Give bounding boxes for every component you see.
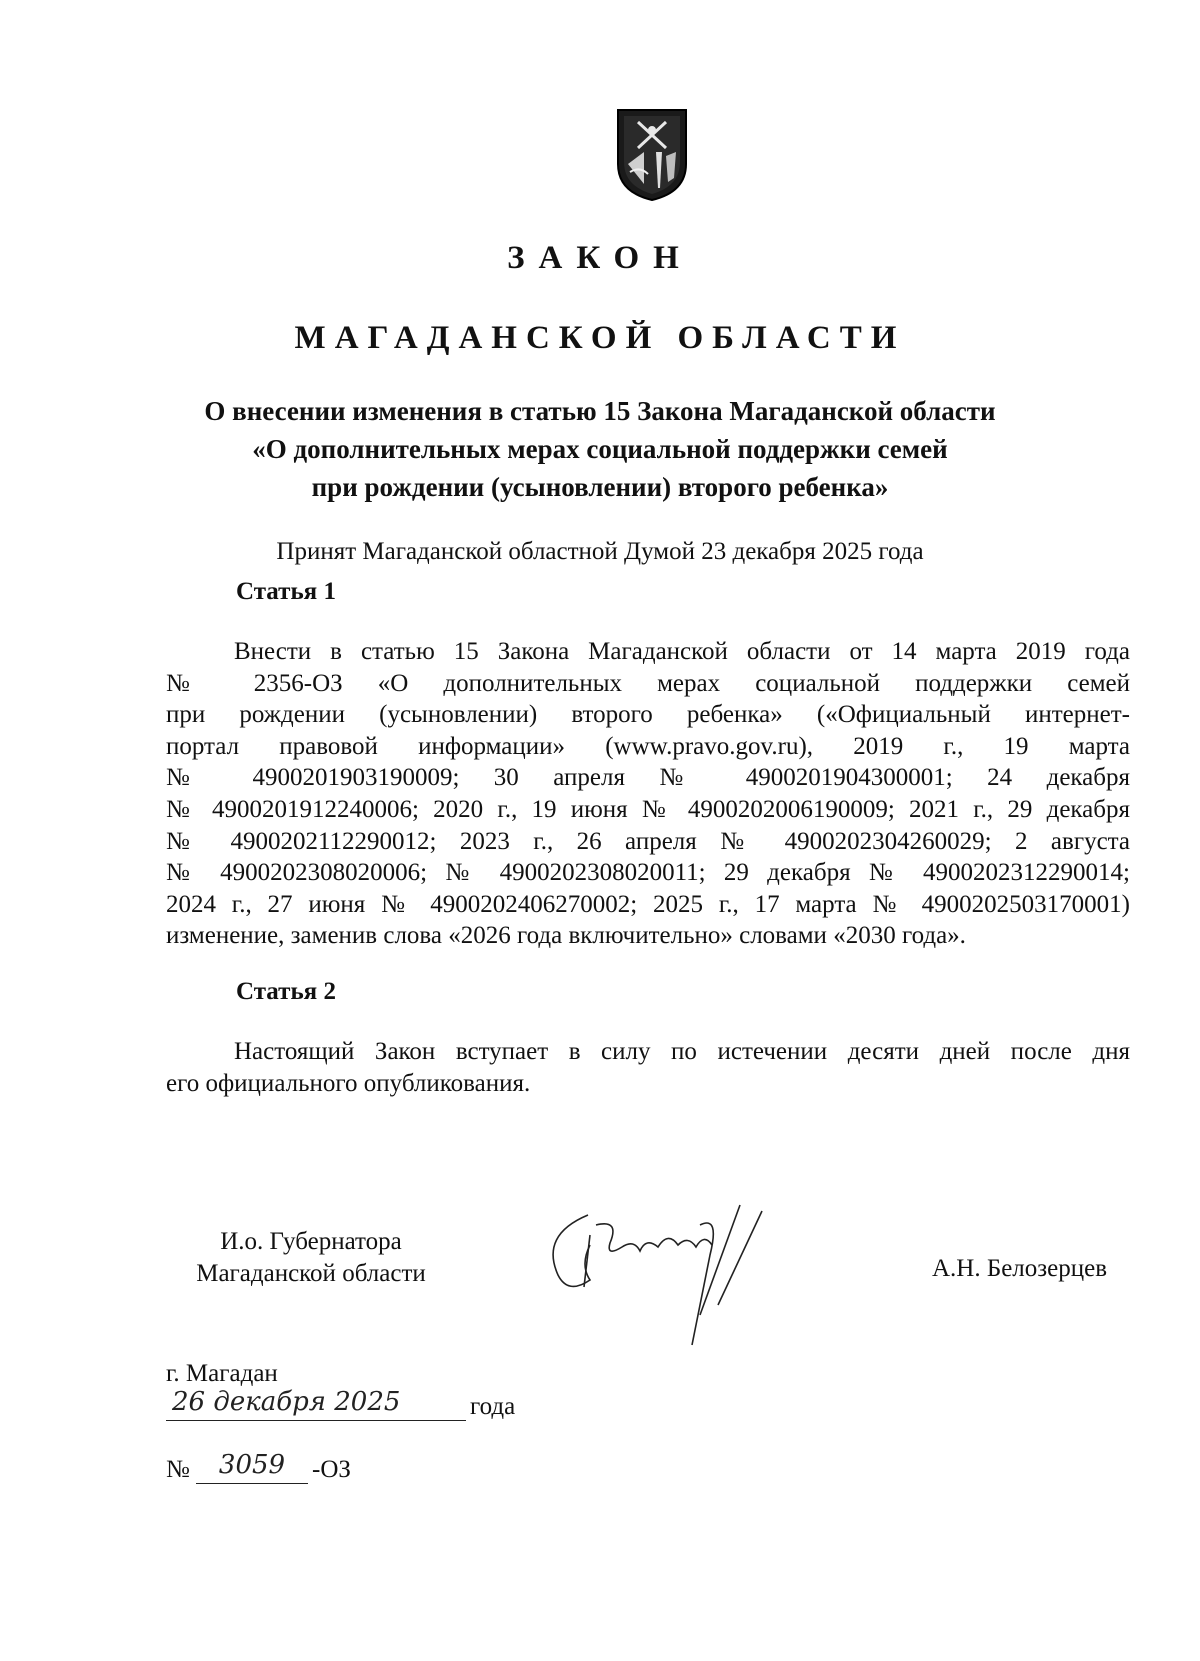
article-2-title: Статья 2 bbox=[236, 978, 336, 1005]
law-number bbox=[166, 1450, 426, 1492]
text-line: при рождении (усыновлении) второго ребенка» («Официальный интернет- bbox=[166, 701, 1130, 729]
signatory-position bbox=[166, 1226, 456, 1290]
text-line: Внести в статью 15 Закона Магаданской области от 14 марта 2019 года bbox=[234, 638, 1130, 665]
handwritten-date: 26 декабря 2025 bbox=[166, 1387, 466, 1421]
position-line: И.о. Губернатора bbox=[220, 1228, 402, 1255]
article-1-text bbox=[166, 636, 1130, 952]
number-suffix: -ОЗ bbox=[312, 1456, 351, 1483]
position-line: Магаданской области bbox=[196, 1260, 426, 1287]
text-line: № 4900202112290012; 2023 г., 26 апреля № 4900202304260029; 2 августа bbox=[166, 827, 1130, 855]
text-line: Настоящий Закон вступает в силу по истечении десяти дней после дня bbox=[234, 1038, 1130, 1065]
text-line: № 4900201912240006; 2020 г., 19 июня № 4900202006190009; 2021 г., 29 декабря bbox=[166, 795, 1130, 823]
text-line: № 4900202308020006; № 4900202308020011; 29 декабря № 4900202312290014; bbox=[166, 859, 1130, 887]
place: г. Магадан bbox=[166, 1360, 278, 1387]
text-line: № 4900201903190009; 30 апреля № 4900201904300001; 24 декабря bbox=[166, 764, 1130, 792]
coat-of-arms-icon bbox=[614, 108, 690, 202]
law-heading bbox=[100, 392, 1100, 506]
handwritten-signature bbox=[550, 1195, 810, 1360]
heading-line: при рождении (усыновлении) второго ребенка» bbox=[311, 472, 889, 502]
signing-date bbox=[166, 1387, 546, 1429]
text-line: портал правовой информации» (www.pravo.gov.ru), 2019 г., 19 марта bbox=[166, 732, 1130, 760]
text-line: изменение, заменив слова «2026 года включительно» словами «2030 года». bbox=[166, 922, 966, 950]
law-title: ЗАКОН bbox=[507, 240, 693, 276]
text-line: № 2356-ОЗ «О дополнительных мерах социальной поддержки семей bbox=[166, 669, 1130, 697]
number-prefix: № bbox=[166, 1456, 190, 1483]
region-title: МАГАДАНСКОЙ ОБЛАСТИ bbox=[294, 320, 906, 356]
article-2-text bbox=[166, 1036, 1130, 1099]
date-suffix: года bbox=[470, 1393, 516, 1420]
signatory-name: А.Н. Белозерцев bbox=[932, 1255, 1108, 1282]
article-1-title: Статья 1 bbox=[236, 578, 336, 605]
text-line: его официального опубликования. bbox=[166, 1069, 531, 1097]
adoption-note: Принят Магаданской областной Думой 23 декабря 2025 года bbox=[276, 538, 924, 565]
text-line: 2024 г., 27 июня № 4900202406270002; 2025 г., 17 марта № 4900202503170001) bbox=[166, 890, 1130, 918]
heading-line: О внесении изменения в статью 15 Закона Магаданской области bbox=[204, 396, 996, 426]
handwritten-number: 3059 bbox=[196, 1450, 308, 1484]
heading-line: «О дополнительных мерах социальной поддержки семей bbox=[252, 434, 948, 464]
